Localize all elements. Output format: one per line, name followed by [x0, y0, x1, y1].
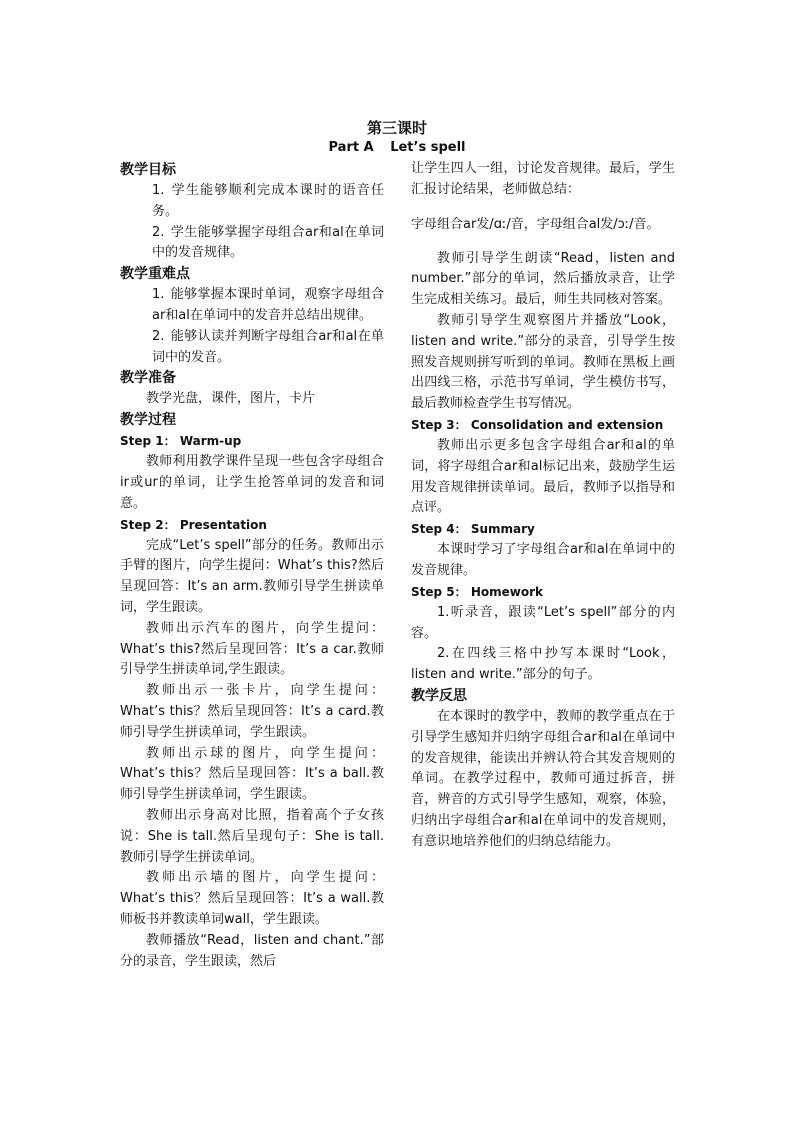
- step3-heading: Step 3： Consolidation and extension: [411, 417, 664, 432]
- step1-text: 教师利用教学课件呈现一些包含字母组合ir或ur的单词，让学生抢答单词的发音和词意。: [120, 454, 384, 511]
- pronunciation-rule: 字母组合ar发/ɑː/音，字母组合al发/ɔː/音。: [411, 216, 660, 232]
- step3-text: 教师出示更多包含字母组合ar和al的单词，将字母组合ar和al标记出来，鼓励学生运用发音规律拼读单词。最后，教师予以指导和点评。: [411, 437, 675, 516]
- step2-paragraph: 教师播放“Read，listen and chant.”部分的录音，学生跟读，然后: [120, 932, 384, 969]
- look-listen-write-text: 教师引导学生观察图片并播放“Look，listen and write.”部分的录音，引导学生按照发音规则拼写听到的单词。教师在黑板上画出四线三格，示范书写单词，学生模仿书写，最后教师检查学生书写情况。: [411, 312, 675, 412]
- preparation-text: 教学光盘，课件，图片，卡片: [146, 391, 316, 407]
- reflection-heading: 教学反思: [411, 687, 467, 704]
- preparation-heading: 教学准备: [120, 370, 176, 387]
- key-points-heading: 教学重难点: [120, 266, 190, 283]
- step2-paragraph: 教师出示球的图片，向学生提问：What’s this？然后呈现回答：It’s a ball.教师引导学生拼读单词，学生跟读。: [120, 745, 384, 803]
- key-point-item: 1. 能够掌握本课时单词，观察字母组合ar和al在单词中的发音并总结出规律。: [152, 287, 384, 323]
- spacer: [411, 241, 675, 249]
- step2-paragraph: 教师出示墙的图片，向学生提问：What’s this？然后呈现回答：It’s a wall.教师板书并教读单词wall，学生跟读。: [120, 870, 384, 927]
- right-column: [411, 159, 675, 853]
- left-column: [120, 160, 384, 972]
- homework-item: 2.在四线三格中抄写本课时“Look，listen and write.”部分的句子。: [411, 646, 675, 683]
- reflection-text: 在本课时的教学中，教师的教学重点在于引导学生感知并归纳字母组合ar和al在单词中的发音规律，能读出并辨认符合其发音规则的单词。在教学过程中，教师可通过拆音，拼音，辨音的方式引导学生感知，观察，体验，归纳出字母组合ar和al在单词中的发音规则，有意识地培养他们的归纳总结能力。: [411, 708, 675, 849]
- step4-heading: Step 4： Summary: [411, 522, 535, 537]
- goal-item: 1. 学生能够顺利完成本课时的语音任务。: [152, 183, 384, 219]
- read-listen-number-text: 教师引导学生朗读“Read，listen and number.”部分的单词，然后播放录音，让学生完成相关练习。最后，师生共同核对答案。: [411, 250, 675, 308]
- goal-item: 2. 学生能够掌握字母组合ar和al在单词中的发音规律。: [152, 224, 384, 261]
- part-label: Part A: [328, 140, 374, 155]
- step2-paragraph: 教师出示一张卡片，向学生提问：What’s this？然后呈现回答：It’s a card.教师引导学生拼读单词，学生跟读。: [120, 683, 384, 740]
- homework-item: 1.听录音，跟读“Let’s spell”部分的内容。: [411, 604, 675, 641]
- step2-paragraph: 教师出示汽车的图片，向学生提问：What’s this?然后呈现回答：It’s a car.教师引导学生拼读单词,学生跟读。: [120, 620, 384, 678]
- discussion-text: 让学生四人一组，讨论发音规律。最后，学生汇报讨论结果，老师做总结：: [411, 161, 675, 197]
- spacer: [411, 201, 675, 209]
- key-point-item: 2. 能够认读并判断字母组合ar和al在单词中的发音。: [152, 328, 384, 365]
- goals-heading: 教学目标: [120, 162, 176, 178]
- topic-label: Let’s spell: [390, 140, 466, 155]
- lesson-title: 第三课时: [366, 119, 427, 137]
- step5-heading: Step 5： Homework: [411, 584, 543, 599]
- step4-text: 本课时学习了字母组合ar和al在单词中的发音规律。: [411, 542, 675, 578]
- step2-paragraph: 完成“Let’s spell”部分的任务。教师出示手臂的图片，向学生提问：What’s this?然后呈现回答：It’s an arm.教师引导学生拼读单词，学生跟读。: [120, 537, 384, 615]
- lesson-subtitle: [0, 139, 794, 157]
- step2-heading: Step 2： Presentation: [120, 517, 267, 532]
- step1-heading: Step 1： Warm-up: [120, 434, 242, 449]
- process-heading: 教学过程: [120, 412, 176, 429]
- step2-paragraph: 教师出示身高对比照，指着高个子女孩说：She is tall.然后呈现句子：She is tall.教师引导学生拼读单词。: [120, 807, 384, 865]
